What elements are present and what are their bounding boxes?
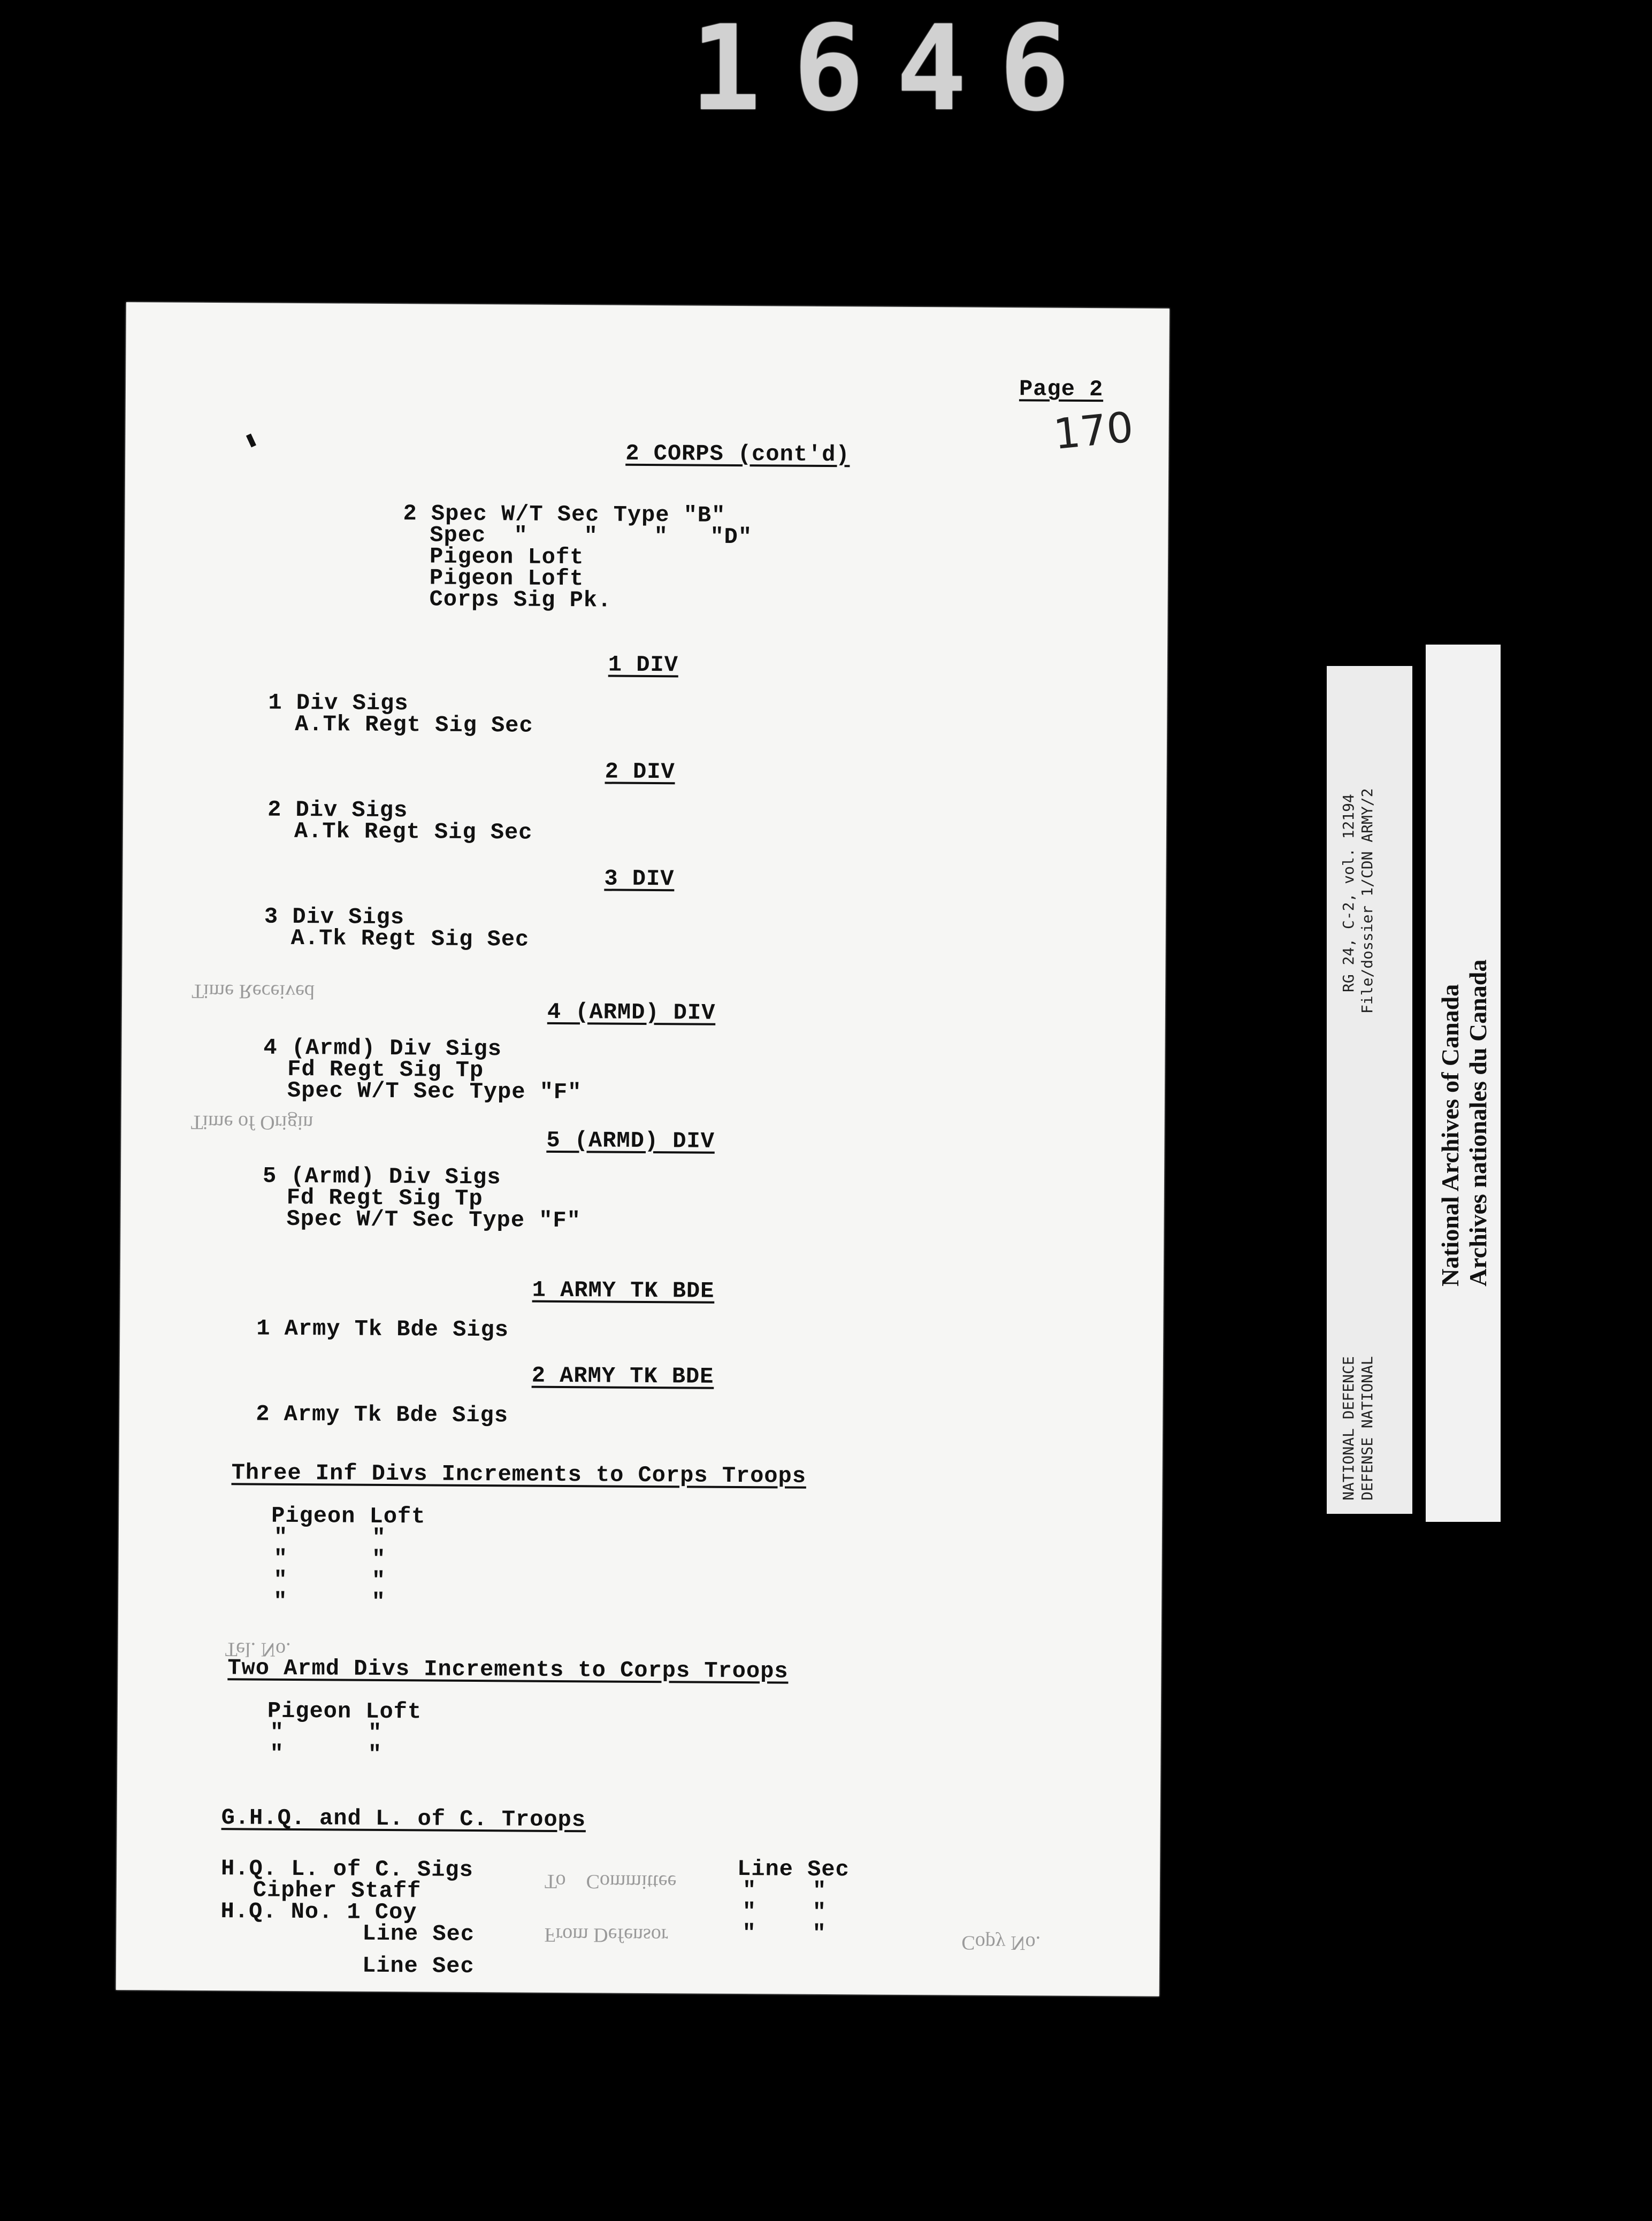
armd-ditto-2: " " (270, 1741, 383, 1767)
inf-ditto-3: " " (273, 1567, 386, 1594)
div3-line-1: 3 Div Sigs (264, 903, 405, 931)
ghq-line-3: H.Q. No. 1 Coy (220, 1898, 417, 1926)
tk2-line: 2 Army Tk Bde Sigs (256, 1401, 509, 1429)
dept-fr: DEFENSE NATIONAL (1358, 1356, 1376, 1500)
folio-number: 170 (1051, 403, 1136, 459)
ghq-line-5: Line Sec (362, 1952, 475, 1980)
section-heading-4-armd-div: 4 (ARMD) DIV (547, 999, 716, 1026)
archive-name-fr: Archives nationales du Canada (1464, 959, 1492, 1286)
div4-line-2: Fd Regt Sig Tp (287, 1056, 484, 1084)
ghq-line-4: Line Sec (362, 1920, 475, 1948)
div3-line-2: A.Tk Regt Sig Sec (290, 925, 530, 953)
div1-line-2: A.Tk Regt Sig Sec (295, 711, 533, 739)
page-label: Page 2 (1019, 376, 1104, 403)
archive-stamp-tape (1426, 645, 1501, 1522)
archive-reference-tape (1327, 666, 1412, 1514)
inf-ditto-2: " " (273, 1545, 386, 1573)
tk1-line: 1 Army Tk Bde Sigs (256, 1315, 509, 1343)
inf-ditto-4: " " (273, 1588, 386, 1615)
section-heading-3-div: 3 DIV (604, 866, 675, 892)
document-page (116, 302, 1169, 1996)
ghq-line-2: Cipher Staff (253, 1877, 422, 1904)
div5-line-1: 5 (Armd) Div Sigs (262, 1163, 501, 1191)
section-heading-2-corps: 2 CORPS (cont'd) (625, 440, 850, 468)
div5-line-2: Fd Regt Sig Tp (286, 1184, 483, 1212)
corps-line-1: 2 Spec W/T Sec Type "B" (403, 501, 726, 529)
corps-line-3: Pigeon Loft (429, 543, 584, 571)
bleed-from-defensor: From Defensor (544, 1923, 668, 1947)
div5-line-3: Spec W/T Sec Type "F" (286, 1206, 581, 1234)
archive-name-en: National Archives of Canada (1436, 984, 1464, 1286)
bleed-time-of-origin: Time of Origin (190, 1110, 313, 1135)
corps-line-5: Corps Sig Pk. (429, 586, 612, 614)
corner-mark (246, 433, 256, 447)
ghq-right-4: " " (742, 1920, 827, 1947)
ghq-right-3: " " (742, 1899, 827, 1926)
inf-ditto-1: " " (273, 1524, 386, 1551)
div4-line-1: 4 (Armd) Div Sigs (263, 1035, 502, 1062)
section-heading-inf-increments: Three Inf Divs Increments to Corps Troops (231, 1460, 807, 1489)
armd-ditto-1: " " (270, 1719, 383, 1746)
ghq-right-2: " " (742, 1878, 827, 1904)
armd-increments-item: Pigeon Loft (267, 1698, 422, 1725)
ghq-line-1: H.Q. L. of C. Sigs (220, 1856, 473, 1883)
section-heading-2-army-tk-bde: 2 ARMY TK BDE (531, 1362, 714, 1390)
ghq-right-1: Line Sec (737, 1856, 850, 1883)
section-heading-1-army-tk-bde: 1 ARMY TK BDE (532, 1277, 715, 1304)
section-heading-5-armd-div: 5 (ARMD) DIV (546, 1127, 715, 1154)
frame-number: 1646 (690, 0, 1102, 137)
bleed-tel-no: Tel. No. (225, 1638, 291, 1661)
section-heading-1-div: 1 DIV (608, 652, 679, 678)
section-heading-ghq: G.H.Q. and L. of C. Troops (221, 1805, 586, 1833)
corps-line-4: Pigeon Loft (429, 565, 584, 592)
div2-line-2: A.Tk Regt Sig Sec (294, 818, 533, 846)
archive-file: File/dossier 1/CDN ARMY/2 (1358, 788, 1376, 1014)
inf-increments-item: Pigeon Loft (271, 1503, 426, 1530)
bleed-time-received: Time Received (192, 979, 315, 1004)
archive-reference: RG 24, C-2, vol. 12194 (1340, 794, 1357, 992)
div2-line-1: 2 Div Sigs (267, 797, 408, 824)
dept-en: NATIONAL DEFENCE (1340, 1356, 1357, 1500)
div1-line-1: 1 Div Sigs (268, 690, 409, 717)
section-heading-2-div: 2 DIV (605, 759, 675, 785)
bleed-copy-no: Copy No. (961, 1931, 1041, 1955)
div4-line-3: Spec W/T Sec Type "F" (287, 1077, 582, 1106)
corps-line-2: Spec " " " "D" (430, 522, 753, 550)
section-heading-armd-increments: Two Armd Divs Increments to Corps Troops (227, 1655, 789, 1684)
bleed-to-committee: To Committee (544, 1870, 677, 1894)
